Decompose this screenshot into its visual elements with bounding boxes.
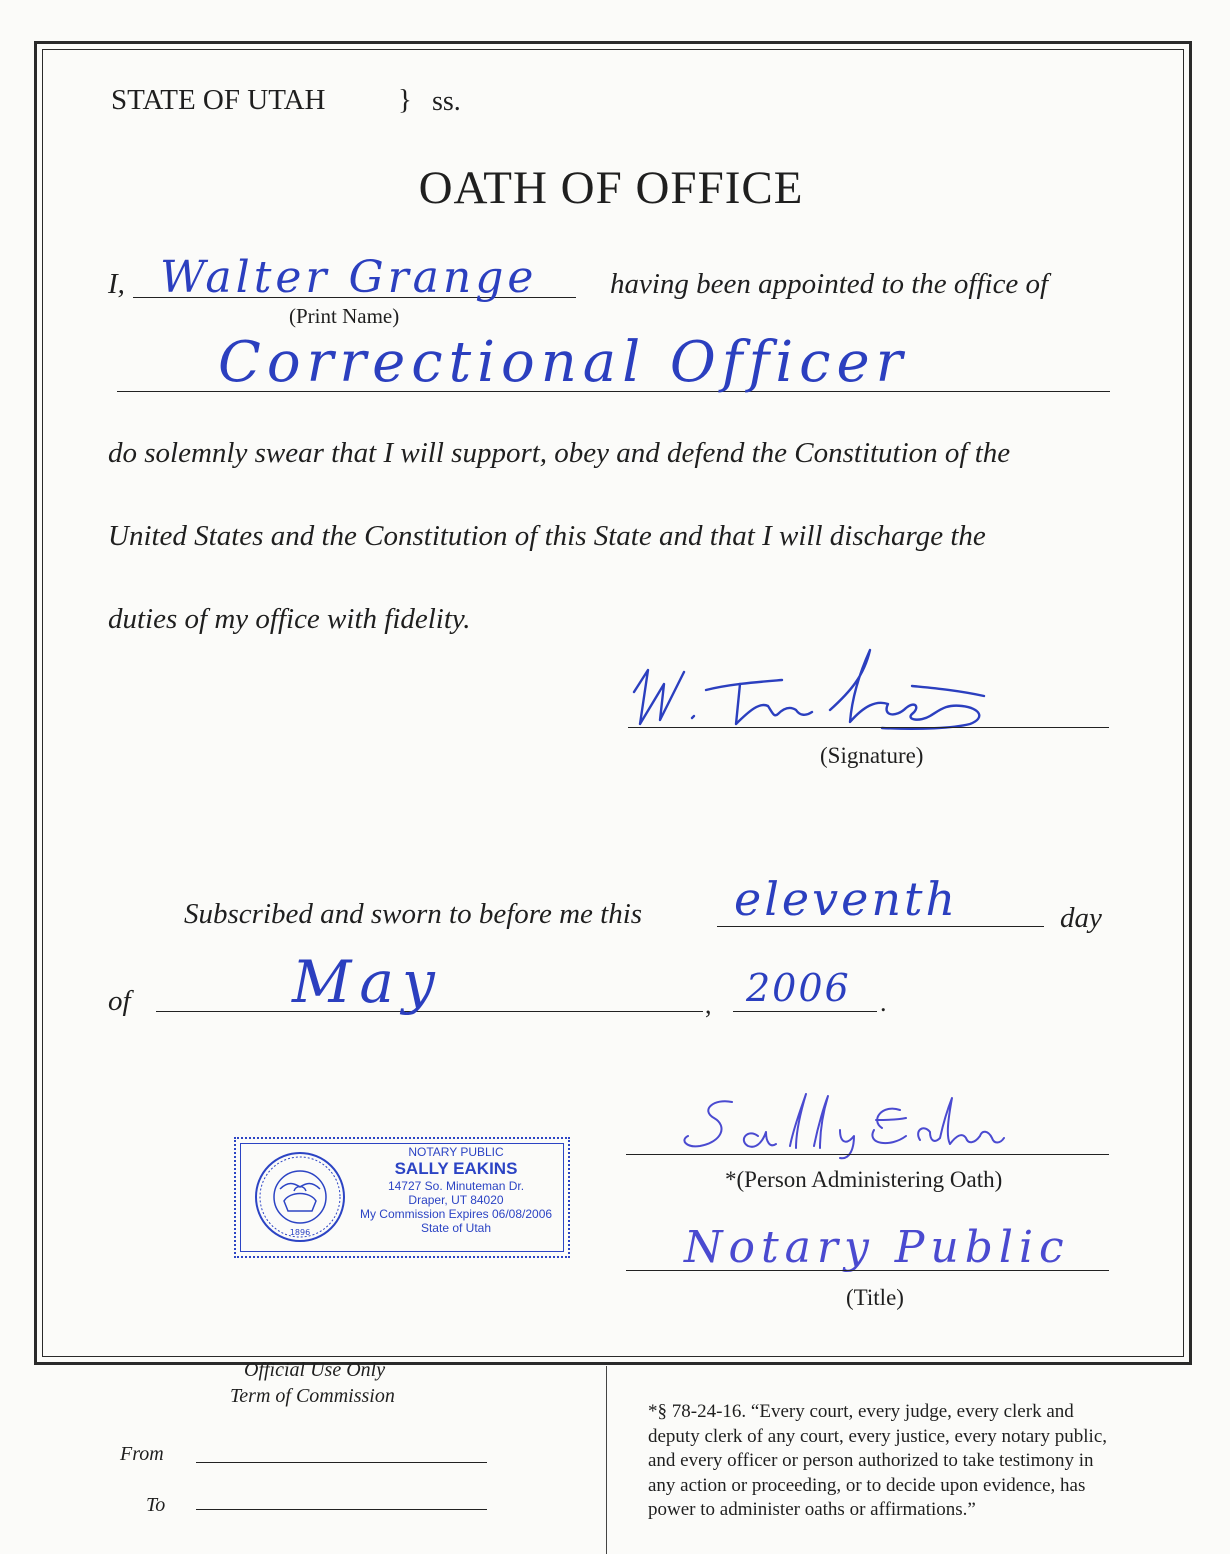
title-label: (Title)	[846, 1285, 904, 1310]
administering-line	[626, 1154, 1109, 1155]
signature-line	[628, 727, 1109, 728]
comma: ,	[705, 990, 712, 1019]
from-line	[196, 1462, 487, 1463]
handwritten-title: Notary Public	[684, 1222, 1070, 1273]
oath-line-3: duties of my office with fidelity.	[108, 603, 471, 635]
title-line	[626, 1270, 1109, 1271]
officer-signature	[620, 632, 1020, 732]
stamp-notary-public: NOTARY PUBLIC	[408, 1145, 504, 1159]
i-prefix: I,	[108, 268, 125, 300]
footnote-line-4: any action or proceeding, or to decide upon evidence, has	[648, 1474, 1086, 1496]
stamp-address: 14727 So. Minuteman Dr.	[387, 1179, 525, 1193]
signature-label: (Signature)	[820, 743, 924, 768]
handwritten-office: Correctional Officer	[218, 330, 909, 395]
to-label: To	[146, 1494, 166, 1516]
period: .	[880, 988, 887, 1017]
handwritten-month: May	[292, 948, 443, 1016]
brace: }	[398, 84, 412, 116]
to-line	[196, 1509, 487, 1510]
stamp-city: Draper, UT 84020	[408, 1193, 504, 1207]
handwritten-year: 2006	[746, 966, 851, 1010]
ss-label: ss.	[432, 86, 461, 117]
footnote	[648, 1400, 1107, 1523]
oath-line-2: United States and the Constitution of this State and that I will discharge the	[108, 520, 986, 552]
handwritten-day: eleventh	[734, 872, 959, 926]
stamp-expiry: My Commission Expires 06/08/2006	[359, 1207, 553, 1221]
sworn-text: Subscribed and sworn to before me this	[184, 898, 643, 930]
state-seal-icon	[254, 1151, 346, 1243]
stamp-state: State of Utah	[420, 1221, 492, 1235]
year-line	[733, 1011, 877, 1012]
administering-label: *(Person Administering Oath)	[725, 1167, 1003, 1192]
notary-stamp	[234, 1137, 570, 1258]
footnote-line-5: power to administer oaths or affirmations.”	[648, 1499, 976, 1520]
from-label: From	[120, 1443, 164, 1465]
print-name-label: (Print Name)	[289, 304, 400, 328]
appointed-text: having been appointed to the office of	[610, 268, 1049, 300]
official-use-heading: Official Use Only	[244, 1359, 386, 1381]
day-line	[717, 926, 1044, 927]
seal-year: 1896	[289, 1228, 311, 1237]
state-heading: STATE OF UTAH	[111, 84, 326, 116]
day-label: day	[1060, 902, 1102, 934]
notary-signature	[670, 1090, 1010, 1160]
handwritten-name: Walter Grange	[160, 252, 538, 303]
footnote-line-2: deputy clerk of any court, every justice, every notary public,	[648, 1425, 1107, 1447]
footer-divider	[606, 1366, 607, 1554]
stamp-notary-name: SALLY EAKINS	[394, 1159, 518, 1178]
term-of-commission-heading: Term of Commission	[230, 1385, 395, 1407]
footnote-line-3: and every officer or person authorized to take testimony in	[648, 1450, 1094, 1471]
footnote-line-1: *§ 78-24-16. “Every court, every judge, every clerk and	[648, 1401, 1074, 1422]
oath-line-1: do solemnly swear that I will support, obey and defend the Constitution of the	[108, 437, 1011, 469]
page-title: OATH OF OFFICE	[418, 162, 804, 214]
of-label: of	[108, 985, 131, 1017]
